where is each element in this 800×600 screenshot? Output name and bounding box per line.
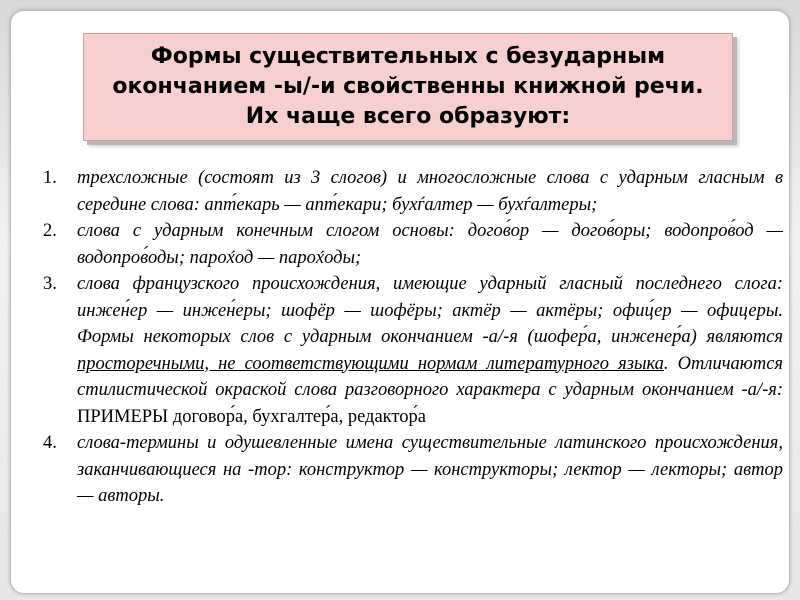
list-item [43,218,783,271]
list-item-number: 1. [43,168,57,188]
list-item-number: 4. [43,433,57,453]
list-item-text [77,271,783,430]
slide-content [43,165,783,510]
slide-title: Формы существительных с безударным окончанием -ы/-и свойственны книжной речи. Их чаще всего образуют: [112,44,704,129]
list-item-number: 3. [43,274,57,294]
list-item-text-part: слова французского происхождения, имеющие ударный гласный последнего слога: инжен́ер — инжен́еры; шофёр — шофёры; актёр — актёры; офиц́ер — офицеры. Формы некоторых слов с ударным окончанием -а/-я (шофер́а, инженер́а) являются [77,274,783,347]
list-item [43,271,783,430]
slide-title-box [83,33,733,141]
underlined-text: просторечными, не соответствующими нормам литературного языка [77,353,664,374]
list-item-number: 2. [43,221,57,241]
list-item [43,165,783,218]
list-item [43,430,783,510]
list-item-text-part: . Отличаются стилистической окраской слова разговорного характера с ударным окончанием -а/-я: [77,353,783,400]
list-item-text: слова с ударным конечным слогом основы: догов́ор — догов́оры; водопров́од — водопров́оды; пароx́од — пароx́оды; [77,221,783,268]
slide [10,10,790,594]
examples-text: ПРИМЕРЫ договор́а, бухгалтер́а, редактор́а [77,406,426,427]
list-item-text: трехсложные (состоят из 3 слогов) и многосложные слова с ударным гласным в середине слова: апт⁠́екарь — апт́екари; бухѓалтер — бухѓалтеры; [77,168,783,215]
list-item-text: слова-термины и одушевленные имена существительные латинского происхождения, заканчивающиеся на -тор: конструктор — конструкторы; лектор — лекторы; автор — авторы. [77,433,783,506]
